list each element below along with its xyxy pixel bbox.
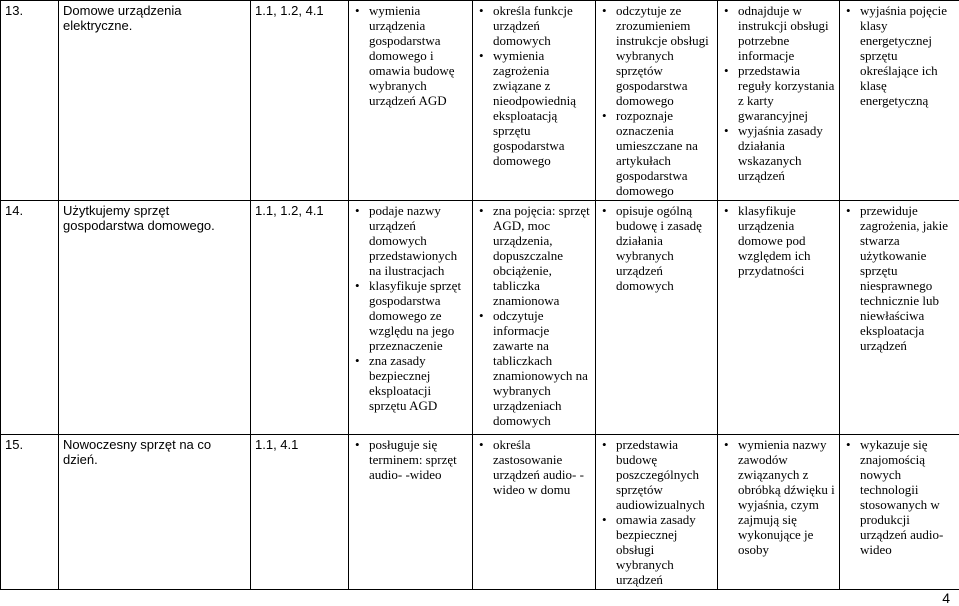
curriculum-refs (251, 201, 349, 435)
list-item: • podaje nazwy urządzeń domowych przedstawionych na ilustracjach (359, 203, 468, 278)
lesson-topic-text: Domowe urządzenia elektryczne. (63, 3, 182, 33)
requirements-cell-level-1 (349, 435, 473, 590)
requirements-list (353, 203, 468, 413)
requirements-list (477, 203, 591, 428)
list-item: • odczytuje informacje zawarte na tabliczkach znamionowych na wybranych urządzeniach domowych (483, 308, 591, 428)
requirements-list (844, 203, 955, 353)
list-item: • opisuje ogólną budowę i zasadę działania wybranych urządzeń domowych (606, 203, 713, 293)
requirements-cell-level-4 (718, 201, 840, 435)
lesson-topic-text: Użytkujemy sprzęt gospodarstwa domowego. (63, 203, 215, 233)
requirements-list (600, 3, 713, 198)
curriculum-refs-text: 1.1, 1.2, 4.1 (255, 203, 324, 218)
requirements-cell-level-1 (349, 1, 473, 201)
requirements-cell-level-4 (718, 1, 840, 201)
requirements-cell-level-5 (840, 201, 959, 435)
requirements-cell-level-2 (473, 435, 596, 590)
requirements-list (844, 3, 955, 108)
list-item: • wyjaśnia pojęcie klasy energetycznej sprzętu określające ich klasę energetyczną (850, 3, 955, 108)
requirements-list (844, 437, 955, 557)
requirements-list (353, 3, 468, 108)
lesson-topic (59, 1, 251, 201)
requirements-list (600, 203, 713, 293)
curriculum-refs-text: 1.1, 4.1 (255, 437, 299, 452)
lesson-number-text: 15. (5, 437, 24, 452)
requirements-cell-level-4 (718, 435, 840, 590)
list-item: • przedstawia reguły korzystania z karty gwarancyjnej (728, 63, 835, 123)
lesson-number (1, 201, 59, 435)
requirements-list (722, 3, 835, 183)
requirements-list (600, 437, 713, 587)
requirements-cell-level-3 (596, 1, 718, 201)
lesson-topic-text: Nowoczesny sprzęt na co dzień. (63, 437, 212, 467)
list-item: • wykazuje się znajomością nowych technologii stosowanych w produkcji urządzeń audio-wideo (850, 437, 955, 557)
list-item: • omawia zasady bezpiecznej obsługi wybranych urządzeń (606, 512, 713, 587)
requirements-cell-level-5 (840, 435, 959, 590)
list-item: • wymienia nazwy zawodów związanych z obróbką dźwięku i wyjaśnia, czym zajmują się wykonujące je osoby (728, 437, 835, 557)
lesson-number-text: 13. (5, 3, 24, 18)
list-item: • zna pojęcia: sprzęt AGD, moc urządzenia, dopuszczalne obciążenie, tabliczka znamionowa (483, 203, 591, 308)
list-item: • posługuje się terminem: sprzęt audio- -wideo (359, 437, 468, 482)
list-item: • klasyfikuje urządzenia domowe pod względem ich przydatności (728, 203, 835, 278)
requirements-list (477, 3, 591, 168)
curriculum-refs (251, 1, 349, 201)
list-item: • określa zastosowanie urządzeń audio- - wideo w domu (483, 437, 591, 497)
list-item: • wyjaśnia zasady działania wskazanych urządzeń (728, 123, 835, 183)
curriculum-refs-text: 1.1, 1.2, 4.1 (255, 3, 324, 18)
curriculum-refs (251, 435, 349, 590)
requirements-cell-level-2 (473, 201, 596, 435)
lesson-number (1, 1, 59, 201)
list-item: • odczytuje ze zrozumieniem instrukcje obsługi wybranych sprzętów gospodarstwa domowego (606, 3, 713, 108)
requirements-cell-level-3 (596, 435, 718, 590)
table-body (1, 1, 959, 590)
lesson-topic (59, 201, 251, 435)
table-row (1, 201, 959, 435)
requirements-list (722, 437, 835, 557)
list-item: • przewiduje zagrożenia, jakie stwarza użytkowanie sprzętu niesprawnego technicznie lub niewłaściwa eksploatacja urządzeń (850, 203, 955, 353)
list-item: • określa funkcje urządzeń domowych (483, 3, 591, 48)
lesson-number (1, 435, 59, 590)
lesson-topic (59, 435, 251, 590)
requirements-cell-level-3 (596, 201, 718, 435)
requirements-cell-level-5 (840, 1, 959, 201)
list-item: • klasyfikuje sprzęt gospodarstwa domowego ze względu na jego przeznaczenie (359, 278, 468, 353)
table-row (1, 1, 959, 201)
list-item: • rozpoznaje oznaczenia umieszczane na artykułach gospodarstwa domowego (606, 108, 713, 198)
requirements-list (477, 437, 591, 497)
lesson-number-text: 14. (5, 203, 24, 218)
requirements-list (353, 437, 468, 482)
requirements-cell-level-1 (349, 201, 473, 435)
list-item: • przedstawia budowę poszczególnych sprzętów audiowizualnych (606, 437, 713, 512)
list-item: • odnajduje w instrukcji obsługi potrzebne informacje (728, 3, 835, 63)
list-item: • wymienia urządzenia gospodarstwa domowego i omawia budowę wybranych urządzeń AGD (359, 3, 468, 108)
table-row (1, 435, 959, 590)
requirements-list (722, 203, 835, 278)
list-item: • wymienia zagrożenia związane z nieodpowiednią eksploatacją sprzętu gospodarstwa domowego (483, 48, 591, 168)
list-item: • zna zasady bezpiecznej eksploatacji sprzętu AGD (359, 353, 468, 413)
requirements-cell-level-2 (473, 1, 596, 201)
page-number: 4 (942, 590, 950, 606)
